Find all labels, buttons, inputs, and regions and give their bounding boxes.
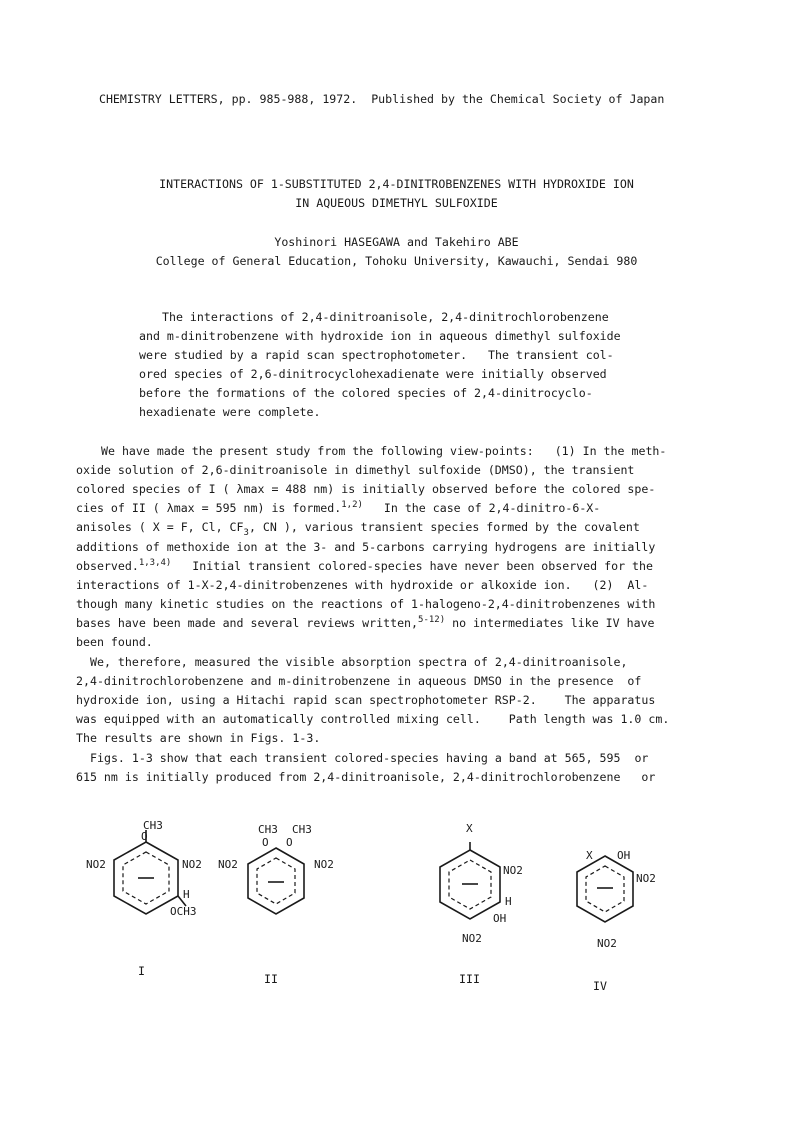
structure-IV-ring [565, 850, 665, 950]
structure-I-ring [96, 830, 206, 940]
body-line [76, 615, 655, 631]
abstract-line: were studied by a rapid scan spectrophotometer. The transient col- [139, 348, 614, 362]
body-line: The results are shown in Figs. 1-3. [76, 731, 321, 745]
abstract-line: hexadienate were complete. [139, 405, 321, 419]
paper-title-line1: INTERACTIONS OF 1-SUBSTITUTED 2,4-DINITROBENZENES WITH HYDROXIDE ION [159, 177, 634, 191]
structure-I-o: O [141, 830, 148, 843]
structure-I-no2-left: NO2 [86, 858, 106, 871]
structure-III-h: H [505, 895, 512, 908]
body-line: hydroxide ion, using a Hitachi rapid scan spectrophotometer RSP-2. The apparatus [76, 693, 656, 707]
publisher: Published by the Chemical Society of Japan [371, 92, 665, 106]
body-line: We, therefore, measured the visible absorption spectra of 2,4-dinitroanisole, [90, 655, 628, 669]
body-line: 615 nm is initially produced from 2,4-dinitroanisole, 2,4-dinitrochlorobenzene or [76, 770, 656, 784]
body-line: oxide solution of 2,6-dinitroanisole in dimethyl sulfoxide (DMSO), the transient [76, 463, 635, 477]
citation-ref: 5-12) [418, 615, 446, 626]
structure-III-no2: NO2 [503, 864, 523, 877]
body-line: Figs. 1-3 show that each transient colored-species having a band at 565, 595 or [90, 751, 649, 765]
body-line: We have made the present study from the following view-points: (1) In the meth- [101, 444, 667, 458]
structure-IV-no2: NO2 [636, 872, 656, 885]
structure-III-oh: OH [493, 912, 507, 925]
structure-I-no2-right: NO2 [182, 858, 202, 871]
body-text-span: cies of II ( λmax = 595 nm) is formed. [76, 501, 342, 515]
paper-title-line2: IN AQUEOUS DIMETHYL SULFOXIDE [295, 196, 498, 210]
body-text-span: anisoles ( X = F, Cl, CF [76, 520, 244, 534]
structure-II-ch3b: CH3 [292, 823, 312, 836]
body-text-span: In the case of 2,4-dinitro-6-X- [362, 501, 601, 515]
body-line: interactions of 1-X-2,4-dinitrobenzenes with hydroxide or alkoxide ion. (2) Al- [76, 578, 649, 592]
subscript: 3 [243, 528, 249, 538]
body-line: though many kinetic studies on the reactions of 1-halogeno-2,4-dinitrobenzenes with [76, 597, 656, 611]
body-line [76, 519, 640, 537]
body-line [76, 558, 653, 574]
citation-ref: 1,2) [341, 500, 363, 511]
structure-II-no2-left: NO2 [218, 858, 238, 871]
structure-II-ring [230, 840, 330, 940]
body-text-span: , CN ), various transient species formed by the covalent [248, 520, 640, 534]
body-line: been found. [76, 635, 153, 649]
abstract-line: and m-dinitrobenzene with hydroxide ion in aqueous dimethyl sulfoxide [139, 329, 621, 343]
citation-ref: 1,3,4) [138, 558, 172, 569]
body-text-span: observed. [76, 559, 139, 573]
structure-II-o1: O [262, 836, 269, 849]
body-text-span: no intermediates like IV have [445, 616, 655, 630]
structure-II-label: II [264, 972, 278, 986]
abstract-line: The interactions of 2,4-dinitroanisole, 2,4-dinitrochlorobenzene [162, 310, 609, 324]
structure-IV-no2-bottom: NO2 [597, 937, 617, 950]
structure-II-o2: O [286, 836, 293, 849]
structure-I-h: H [183, 888, 190, 901]
structure-IV-label: IV [593, 979, 607, 993]
structure-III-ring [430, 840, 530, 940]
journal-citation [85, 75, 664, 107]
body-line: 2,4-dinitrochlorobenzene and m-dinitrobenzene in aqueous DMSO in the presence of [76, 674, 642, 688]
structure-III-label: III [459, 972, 480, 986]
affiliation: College of General Education, Tohoku University, Kawauchi, Sendai 980 [155, 254, 638, 268]
abstract-line: ored species of 2,6-dinitrocyclohexadienate were initially observed [139, 367, 607, 381]
structure-IV-x: X [586, 849, 593, 862]
structure-IV-oh: OH [617, 849, 631, 862]
body-text-span: Initial transient colored-species have never been observed for the [171, 559, 653, 573]
body-line: additions of methoxide ion at the 3- and 5-carbons carrying hydrogens are initially [76, 540, 656, 554]
structure-III-no2-bottom: NO2 [462, 932, 482, 945]
structure-III-x: X [466, 822, 473, 835]
body-line: colored species of I ( λmax = 488 nm) is initially observed before the colored spe- [76, 482, 656, 496]
structure-I-och3: OCH3 [170, 905, 197, 918]
authors: Yoshinori HASEGAWA and Takehiro ABE [274, 235, 519, 249]
structure-I-label: I [138, 964, 145, 978]
structure-II-ch3a: CH3 [258, 823, 278, 836]
body-text-span: bases have been made and several reviews written, [76, 616, 419, 630]
structure-label-text: CH3 [143, 819, 163, 832]
body-line [76, 500, 600, 516]
body-line: was equipped with an automatically controlled mixing cell. Path length was 1.0 cm. [76, 712, 670, 726]
abstract-line: before the formations of the colored species of 2,4-dinitrocyclo- [139, 386, 593, 400]
journal-name: CHEMISTRY LETTERS, pp. 985-988, 1972. [98, 92, 358, 106]
structure-II-no2-right: NO2 [314, 858, 334, 871]
